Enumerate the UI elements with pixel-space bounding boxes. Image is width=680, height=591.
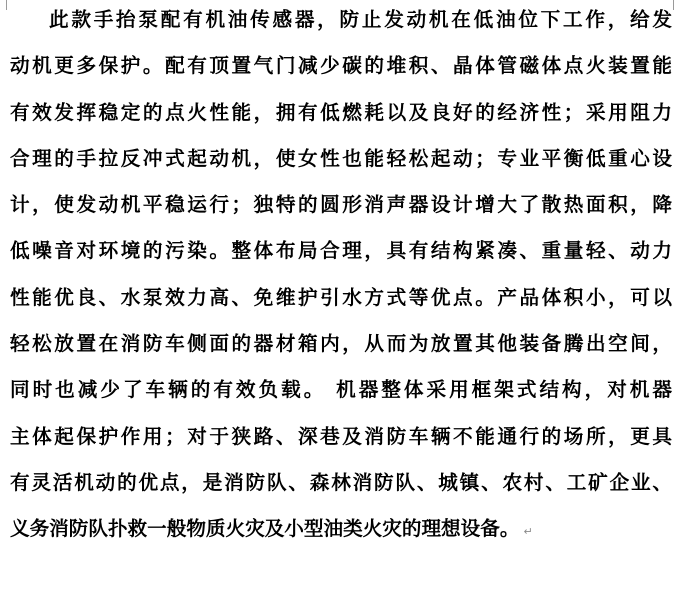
last-line-text: 义务消防队扑救一般物质火灾及小型油类火灾的理想设备。 bbox=[10, 517, 520, 541]
text-line-7: 性能优良、水泵效力高、免维护引水方式等优点。产品体积小，可以 bbox=[10, 285, 672, 309]
text-line-1: 此款手抬泵配有机油传感器，防止发动机在低油位下工作，给发 bbox=[49, 8, 672, 31]
text-line-5: 计，使发动机平稳运行；独特的圆形消声器设计增大了散热面积，降 bbox=[10, 193, 672, 217]
text-line-8: 轻松放置在消防车侧面的器材箱内，从而为放置其他装备腾出空间， bbox=[10, 332, 672, 356]
text-line-6: 低噪音对环境的污染。整体布局合理，具有结构紧凑、重量轻、动力 bbox=[10, 239, 672, 263]
text-line-12 bbox=[10, 515, 672, 561]
text-line-10: 主体起保护作用；对于狭路、深巷及消防车辆不能通行的场所，更具 bbox=[10, 424, 672, 448]
text-line-2: 动机更多保护。配有顶置气门减少碳的堆积、晶体管磁体点火装置能 bbox=[10, 54, 672, 78]
text-line-11: 有灵活机动的优点，是消防队、森林消防队、城镇、农村、工矿企业、 bbox=[10, 470, 672, 494]
text-line-9: 同时也减少了车辆的有效负载。 机器整体采用框架式结构，对机器 bbox=[10, 378, 672, 402]
text-line-3: 有效发挥稳定的点火性能，拥有低燃耗以及良好的经济性；采用阻力 bbox=[10, 100, 672, 124]
body-paragraph[interactable] bbox=[10, 6, 672, 562]
right-crop-mark bbox=[673, 0, 674, 10]
left-crop-mark bbox=[6, 0, 7, 10]
paragraph-mark-icon: ↵ bbox=[523, 525, 533, 539]
text-line-4: 合理的手拉反冲式起动机，使女性也能轻松起动；专业平衡低重心设 bbox=[10, 146, 672, 170]
